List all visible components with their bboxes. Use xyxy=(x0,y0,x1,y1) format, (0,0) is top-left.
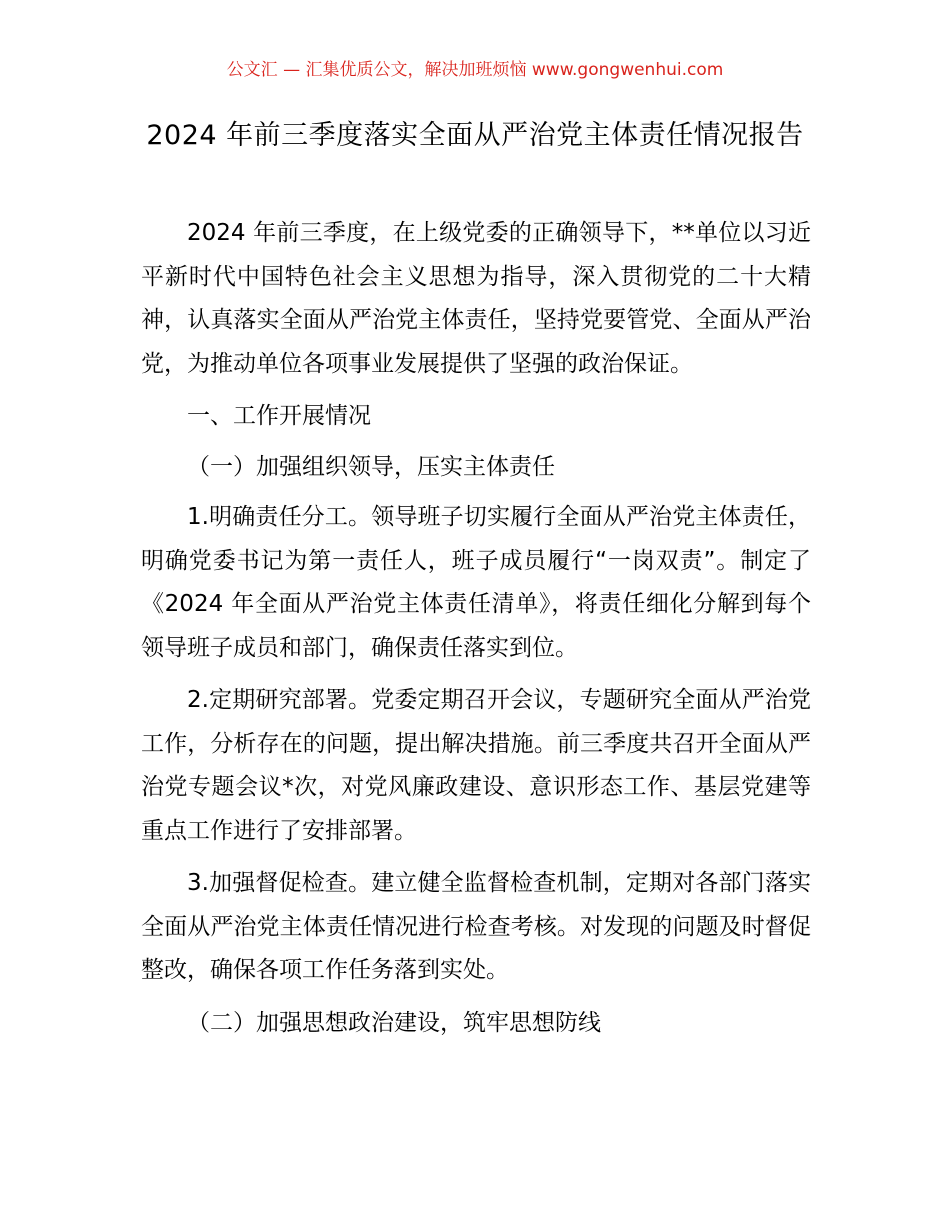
paragraph-item-2: 2.定期研究部署。党委定期召开会议，专题研究全面从严治党工作，分析存在的问题，提出解决措施。前三季度共召开全面从严治党专题会议*次，对党风廉政建设、意识形态工作、基层党建等重点工作进行了安排部署。 xyxy=(141,687,811,844)
intro-paragraph: 2024 年前三季度，在上级党委的正确领导下，**单位以习近平新时代中国特色社会主义思想为指导，深入贯彻党的二十大精神，认真落实全面从严治党主体责任，坚持党要管党、全面从严治党，为推动单位各项事业发展提供了坚强的政治保证。 xyxy=(141,220,811,377)
section-heading-1: 一、工作开展情况 xyxy=(187,403,371,429)
subsection-heading-1: （一）加强组织领导，压实主体责任 xyxy=(187,453,555,480)
header-banner: 公文汇 — 汇集优质公文，解决加班烦恼 www.gongwenhui.com xyxy=(226,60,724,80)
document-title: 2024 年前三季度落实全面从严治党主体责任情况报告 xyxy=(146,120,804,151)
document-body xyxy=(141,212,811,1052)
subsection-heading-2: （二）加强思想政治建设，筑牢思想防线 xyxy=(187,1009,601,1036)
paragraph-item-1: 1.明确责任分工。领导班子切实履行全面从严治党主体责任，明确党委书记为第一责任人，班子成员履行“一岗双责”。制定了《2024 年全面从严治党主体责任清单》，将责任细化分解到每个领导班子成员和部门，确保责任落实到位。 xyxy=(141,504,811,661)
paragraph-item-3: 3.加强督促检查。建立健全监督检查机制，定期对各部门落实全面从严治党主体责任情况进行检查考核。对发现的问题及时督促整改，确保各项工作任务落到实处。 xyxy=(141,870,811,983)
